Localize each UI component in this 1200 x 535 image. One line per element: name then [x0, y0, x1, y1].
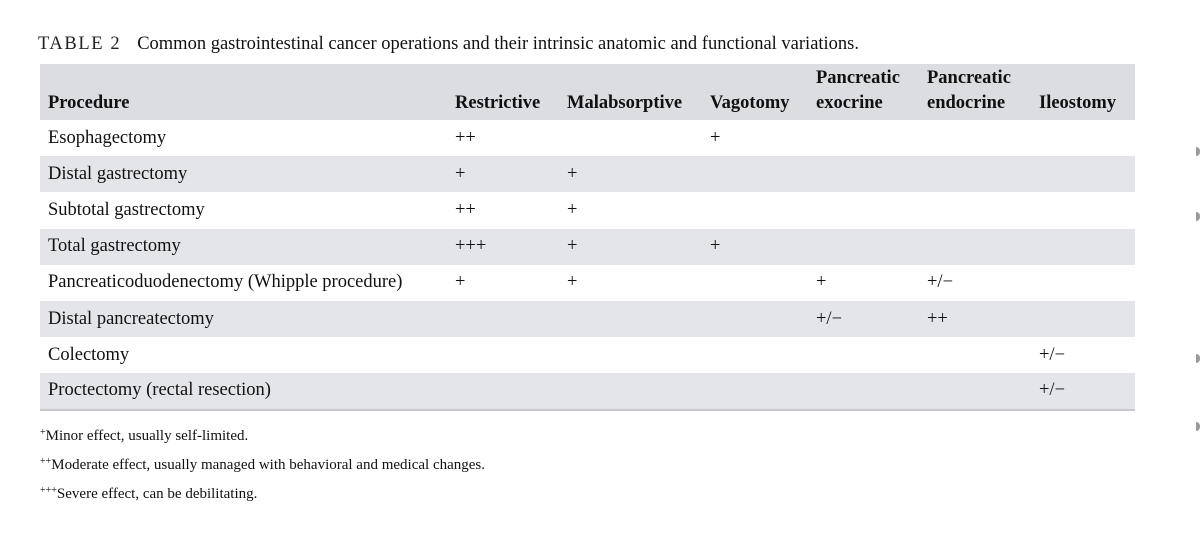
header-malabsorptive: Malabsorptive [567, 93, 683, 113]
cell-pancreatic-endocrine [927, 156, 1039, 192]
cell-procedure: Colectomy [48, 344, 130, 365]
cell-pancreatic-endocrine [927, 373, 1039, 409]
cell-pancreatic-exocrine [816, 229, 927, 265]
footnote-marker: + [40, 427, 46, 438]
cell-ileostomy [1039, 120, 1135, 156]
table-row [40, 301, 1135, 337]
table-row [40, 192, 1135, 228]
table-label: TABLE 2 [38, 34, 122, 54]
table-row [40, 120, 1135, 156]
cell-malabsorptive [567, 337, 710, 373]
page-edge-mark [1196, 422, 1200, 431]
cell-vagotomy [710, 373, 816, 409]
cell-pancreatic-endocrine: ++ [927, 308, 948, 329]
cell-restrictive: ++ [455, 199, 476, 220]
cell-pancreatic-exocrine [816, 192, 927, 228]
header-pancreatic-endocrine-line1: Pancreatic [927, 68, 1011, 88]
header-ileostomy: Ileostomy [1039, 93, 1117, 113]
cell-vagotomy [710, 337, 816, 373]
cell-procedure: Distal gastrectomy [48, 163, 188, 184]
cell-malabsorptive [567, 373, 710, 409]
cell-restrictive: + [455, 272, 466, 293]
cell-ileostomy: +/− [1039, 380, 1066, 401]
footnote-text: Moderate effect, usually managed with behavioral and medical changes. [51, 457, 485, 473]
cell-pancreatic-endocrine [927, 337, 1039, 373]
cell-pancreatic-exocrine: + [816, 272, 827, 293]
cell-malabsorptive: + [567, 236, 578, 257]
cell-restrictive: +++ [455, 236, 487, 257]
cell-procedure: Distal pancreatectomy [48, 308, 214, 329]
cell-vagotomy: + [710, 127, 721, 148]
cell-pancreatic-endocrine [927, 192, 1039, 228]
cell-ileostomy [1039, 301, 1135, 337]
table-row [40, 337, 1135, 373]
footnote [40, 420, 485, 449]
header-row [40, 64, 1135, 120]
header-procedure: Procedure [48, 93, 130, 113]
footnote-text: Minor effect, usually self-limited. [45, 428, 249, 444]
cell-pancreatic-exocrine [816, 337, 927, 373]
cell-malabsorptive: + [567, 163, 578, 184]
cell-ileostomy: +/− [1039, 344, 1066, 365]
footnote-text: Severe effect, can be debilitating. [56, 486, 258, 502]
cell-pancreatic-endocrine: +/− [927, 272, 954, 293]
cell-procedure: Proctectomy (rectal resection) [48, 380, 271, 401]
header-pancreatic-endocrine-line2: endocrine [927, 93, 1006, 113]
cell-procedure: Subtotal gastrectomy [48, 199, 205, 220]
cell-restrictive [455, 301, 567, 337]
cell-ileostomy [1039, 156, 1135, 192]
cell-malabsorptive: + [567, 199, 578, 220]
cell-ileostomy [1039, 192, 1135, 228]
cell-vagotomy [710, 192, 816, 228]
table-row [40, 229, 1135, 265]
header-pancreatic-exocrine [816, 64, 927, 120]
operations-table [40, 64, 1135, 411]
cell-ileostomy [1039, 265, 1135, 301]
cell-vagotomy [710, 156, 816, 192]
cell-vagotomy [710, 265, 816, 301]
table-row [40, 156, 1135, 192]
page-edge-mark [1196, 212, 1200, 221]
cell-pancreatic-endocrine [927, 229, 1039, 265]
table-row [40, 373, 1135, 409]
header-restrictive: Restrictive [455, 93, 541, 113]
footnote-marker: +++ [40, 485, 57, 496]
cell-pancreatic-exocrine [816, 120, 927, 156]
table-row [40, 265, 1135, 301]
cell-pancreatic-exocrine [816, 373, 927, 409]
cell-procedure: Pancreaticoduodenectomy (Whipple procedure) [48, 272, 403, 293]
table-body [40, 120, 1135, 410]
cell-malabsorptive [567, 120, 710, 156]
table-caption [38, 34, 859, 55]
table-footnotes [40, 420, 485, 507]
header-pancreatic-exocrine-line2: exocrine [816, 93, 883, 113]
cell-malabsorptive [567, 301, 710, 337]
footnote-marker: ++ [40, 456, 52, 467]
footnote [40, 449, 485, 478]
cell-vagotomy: + [710, 236, 721, 257]
header-pancreatic-exocrine-line1: Pancreatic [816, 68, 900, 88]
cell-pancreatic-exocrine: +/− [816, 308, 843, 329]
cell-restrictive [455, 337, 567, 373]
cell-vagotomy [710, 301, 816, 337]
cell-pancreatic-exocrine [816, 156, 927, 192]
table-header [40, 64, 1135, 120]
header-pancreatic-endocrine [927, 64, 1039, 120]
cell-ileostomy [1039, 229, 1135, 265]
cell-restrictive: ++ [455, 127, 476, 148]
page-edge-mark [1196, 354, 1200, 363]
cell-procedure: Esophagectomy [48, 127, 167, 148]
cell-malabsorptive: + [567, 272, 578, 293]
table-caption-text: Common gastrointestinal cancer operations and their intrinsic anatomic and functional variations. [137, 34, 860, 54]
cell-restrictive: + [455, 163, 466, 184]
cell-procedure: Total gastrectomy [48, 236, 181, 257]
footnote [40, 478, 485, 507]
page-edge-mark [1196, 147, 1200, 156]
cell-pancreatic-endocrine [927, 120, 1039, 156]
header-vagotomy: Vagotomy [710, 93, 790, 113]
cell-restrictive [455, 373, 567, 409]
